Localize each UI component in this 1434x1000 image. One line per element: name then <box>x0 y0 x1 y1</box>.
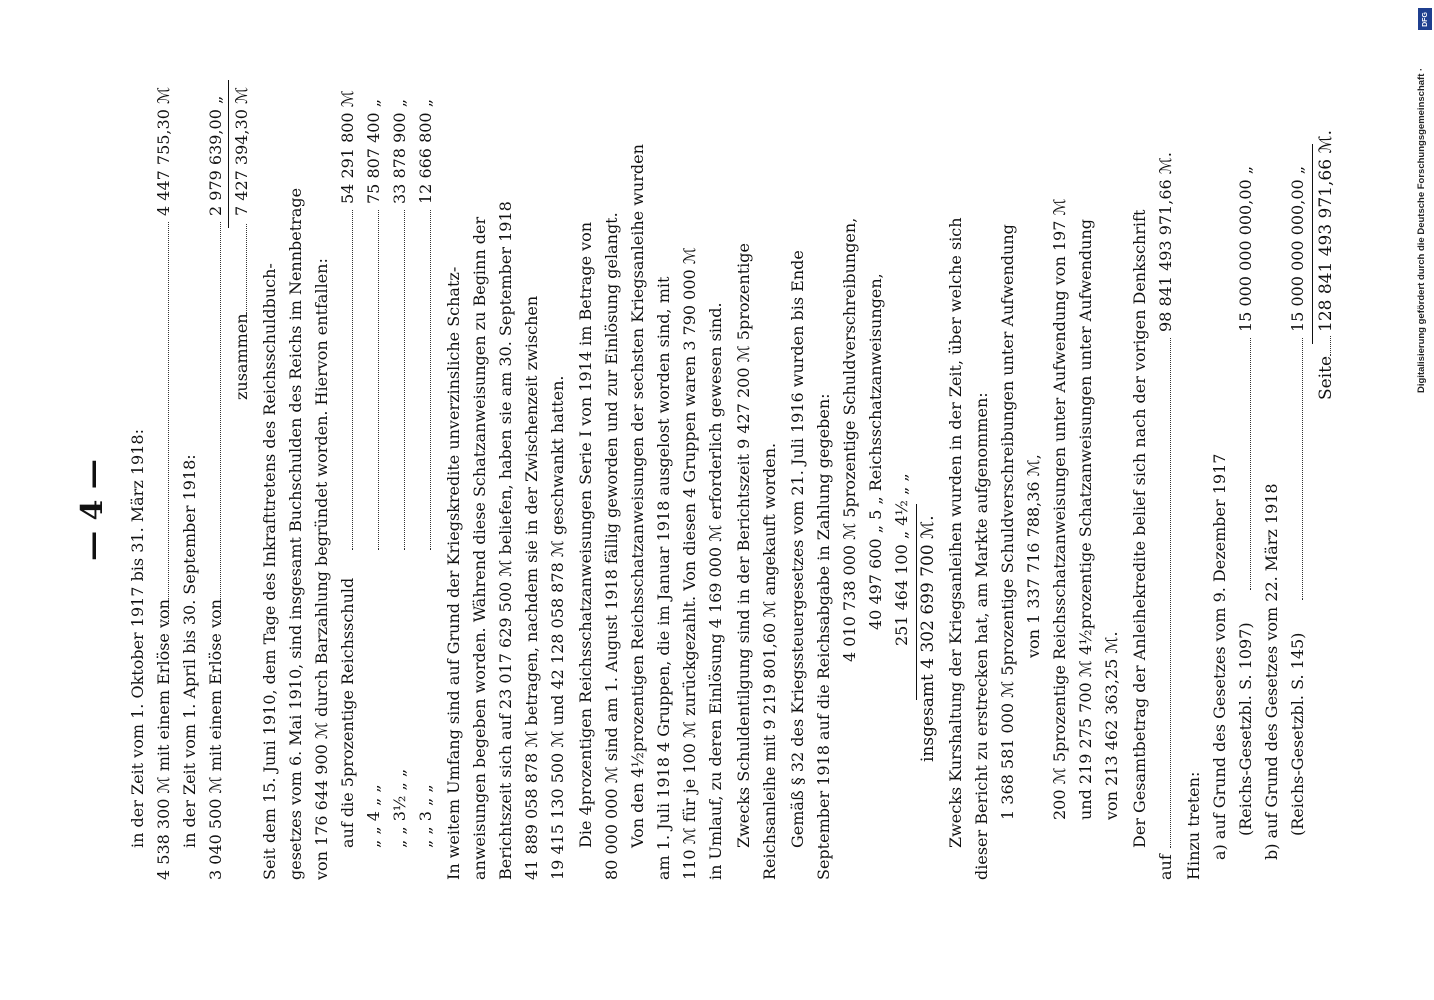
line-amount: 15 000 000 000,00 „ <box>1288 165 1307 332</box>
text-line <box>894 80 912 940</box>
line-text: Zwecks Schuldentilgung sind in der Berichtszeit 9 427 200 ℳ 5prozentige <box>734 243 753 848</box>
line-text: 4 010 738 000 ℳ 5prozentige Schuldverschreibungen, <box>840 217 859 662</box>
line-text: auf die 5prozentige Reichsschuld <box>338 577 357 848</box>
text-line <box>1132 80 1150 940</box>
text-line <box>604 80 622 940</box>
line-text: 41 889 058 878 ℳ betragen, nachdem sie in der Zwischenzeit zwischen <box>522 295 541 880</box>
text-line <box>1000 80 1018 940</box>
text-line <box>948 80 966 940</box>
line-text: dieser Bericht zu erstrecken hat, am Markte aufgenommen: <box>972 392 991 880</box>
dot-leader <box>168 222 169 622</box>
line-text: insgesamt 4 302 699 700 ℳ. <box>918 515 938 762</box>
text-line <box>182 80 200 940</box>
text-line <box>1212 80 1230 940</box>
text-line <box>974 80 992 940</box>
text-line <box>920 80 938 940</box>
line-text: von 1 337 716 788,36 ℳ, <box>1024 454 1043 658</box>
line-text: 1 368 581 000 ℳ 5prozentige Schuldverschreibungen unter Aufwendung <box>998 224 1017 820</box>
line-text: in der Zeit vom 1. April bis 30. September 1918: <box>180 454 199 848</box>
line-text: In weitem Umfang sind auf Grund der Kriegskredite unverzinsliche Schatz- <box>444 266 463 880</box>
sum-rule <box>228 80 229 228</box>
line-text: 80 000 000 ℳ sind am 1. August 1918 fällig geworden und zur Einlösung gelangt. <box>602 212 621 880</box>
line-text: auf <box>1156 854 1175 880</box>
line-amount: 2 979 639,00 „ <box>206 95 225 216</box>
line-amount: 54 291 800 ℳ <box>338 90 357 204</box>
line-text: anweisungen begeben worden. Während diese Schatzanweisungen zu Beginn der <box>470 216 489 880</box>
sum-rule <box>1312 144 1313 344</box>
line-amount: 98 841 493 971,66 ℳ. <box>1156 152 1175 332</box>
line-text: Von den 4½prozentigen Reichsschatzanweisungen der sechsten Kriegsanleihe wurden <box>628 144 647 848</box>
line-text: „ „ 4 „ „ <box>364 784 383 848</box>
line-text: gesetzes vom 6. Mai 1910, sind insgesamt Buchschulden des Reichs im Nennbetrage <box>286 187 305 880</box>
text-line <box>288 80 306 940</box>
line-text: 4 538 300 ℳ mit einem Erlöse von <box>154 599 173 880</box>
line-text: a) auf Grund des Gesetzes vom 9. Dezember 1917 <box>1210 453 1229 860</box>
dot-leader <box>1302 338 1303 600</box>
text-line <box>340 80 358 940</box>
line-text: September 1918 auf die Reichsabgabe in Zahlung gegeben: <box>814 393 833 880</box>
line-text: zusammen <box>232 313 251 400</box>
line-text: Hinzu treten: <box>1184 771 1203 880</box>
text-line <box>262 80 280 940</box>
line-text: (Reichs-Gesetzbl. S. 145) <box>1288 632 1307 836</box>
text-line <box>418 80 436 940</box>
line-text: in der Zeit vom 1. Oktober 1917 bis 31. März 1918: <box>128 429 147 848</box>
text-line <box>1186 80 1204 940</box>
text-line <box>1078 80 1096 940</box>
dot-leader <box>246 224 247 314</box>
dot-leader <box>220 222 221 622</box>
text-line <box>1238 80 1256 940</box>
line-text: „ „ 3 „ „ <box>416 784 435 848</box>
text-line <box>682 80 700 940</box>
line-amount: 12 666 800 „ <box>416 99 435 204</box>
text-line <box>524 80 542 940</box>
text-line <box>868 80 886 940</box>
sum-rule <box>916 504 917 700</box>
rotated-page <box>75 80 1336 940</box>
text-line <box>736 80 754 940</box>
text-line <box>498 80 516 940</box>
line-amount: 33 878 900 „ <box>390 99 409 204</box>
line-text: 19 415 130 500 ℳ und 42 128 058 878 ℳ geschwankt hatten. <box>548 375 567 880</box>
text-line <box>392 80 410 940</box>
dot-leader <box>430 210 431 550</box>
line-text: Gemäß § 32 des Kriegssteuergesetzes vom 21. Juli 1916 wurden bis Ende <box>788 250 807 848</box>
line-text: b) auf Grund des Gesetzes vom 22. März 1918 <box>1262 483 1281 860</box>
line-text: Der Gesamtbetrag der Anleihekredite belief sich nach der vorigen Denkschrift <box>1130 209 1149 848</box>
dot-leader <box>1330 336 1331 356</box>
line-text: und 219 275 700 ℳ 4½prozentige Schatzanweisungen unter Aufwendung <box>1076 218 1095 820</box>
line-text: Seit dem 15. Juni 1910, dem Tage des Inkrafttretens des Reichsschuldbuch- <box>260 263 279 880</box>
line-amount: 7 427 394,30 ℳ <box>232 86 251 216</box>
text-line <box>1158 80 1176 940</box>
text-line <box>1026 80 1044 940</box>
line-text: Die 4prozentigen Reichsschatzanweisungen Serie I von 1914 im Betrage von <box>576 221 595 848</box>
line-text: (Reichs-Gesetzbl. S. 1097) <box>1236 622 1255 836</box>
dfg-logo: DFG <box>1418 8 1432 30</box>
line-text: 200 ℳ 5prozentige Reichsschatzanweisungen unter Aufwendung von 197 ℳ <box>1050 198 1069 820</box>
dfg-credit-banner <box>1416 8 1434 393</box>
text-line <box>708 80 726 940</box>
text-line <box>366 80 384 940</box>
text-line <box>762 80 780 940</box>
text-line <box>314 80 332 940</box>
text-line <box>1052 80 1070 940</box>
line-text: 251 464 100 „ 4½ „ „ <box>892 473 911 646</box>
dot-leader <box>1170 338 1171 848</box>
line-text: von 213 462 363,25 ℳ. <box>1102 631 1121 820</box>
line-amount: 128 841 493 971,66 ℳ. <box>1316 129 1336 332</box>
dot-leader <box>378 210 379 550</box>
line-text: Seite <box>1316 355 1336 400</box>
text-line <box>446 80 464 940</box>
dot-leader <box>1250 338 1251 590</box>
page-number: — 4 — <box>75 459 110 561</box>
text-line <box>208 80 226 940</box>
text-line <box>1104 80 1122 940</box>
line-text: am 1. Juli 1918 4 Gruppen, die im Januar 1918 ausgelost worden sind, mit <box>654 276 673 880</box>
text-line <box>842 80 860 940</box>
text-line <box>1318 80 1336 940</box>
text-line <box>156 80 174 940</box>
dot-leader <box>404 210 405 550</box>
text-line <box>130 80 148 940</box>
line-text: 3 040 500 ℳ mit einem Erlöse von <box>206 599 225 880</box>
text-line <box>550 80 568 940</box>
text-line <box>472 80 490 940</box>
text-line <box>234 80 252 940</box>
text-line <box>816 80 834 940</box>
line-amount: 15 000 000 000,00 „ <box>1236 165 1255 332</box>
text-line <box>1264 80 1282 940</box>
text-line <box>630 80 648 940</box>
line-text: von 176 644 900 ℳ durch Barzahlung begründet worden. Hiervon entfallen: <box>312 258 331 880</box>
text-line <box>578 80 596 940</box>
digitization-credit: Digitalisierung gefördert durch die Deutsche Forschungsgemeinschaft · <box>1416 67 1427 393</box>
line-text: „ „ 3½ „ „ <box>390 768 409 848</box>
line-text: Reichsanleihe mit 9 219 801,60 ℳ angekauft worden. <box>760 442 779 880</box>
line-text: 110 ℳ für je 100 ℳ zurückgezahlt. Von diesen 4 Gruppen waren 3 790 000 ℳ <box>680 247 699 880</box>
dot-leader <box>352 210 353 550</box>
line-text: 40 497 600 „ 5 „ Reichsschatzanweisungen, <box>866 273 885 630</box>
text-line <box>1290 80 1308 940</box>
text-line <box>656 80 674 940</box>
line-text: Berichtszeit sich auf 23 017 629 500 ℳ beliefen, haben sie am 30. September 1918 <box>496 201 515 880</box>
line-amount: 4 447 755,30 ℳ <box>154 86 173 216</box>
line-text: in Umlauf, zu deren Einlösung 4 169 000 ℳ erforderlich gewesen sind. <box>706 302 725 880</box>
text-line <box>790 80 808 940</box>
line-text: Zwecks Kurshaltung der Kriegsanleihen wurden in der Zeit, über welche sich <box>946 217 965 848</box>
line-amount: 75 807 400 „ <box>364 99 383 204</box>
